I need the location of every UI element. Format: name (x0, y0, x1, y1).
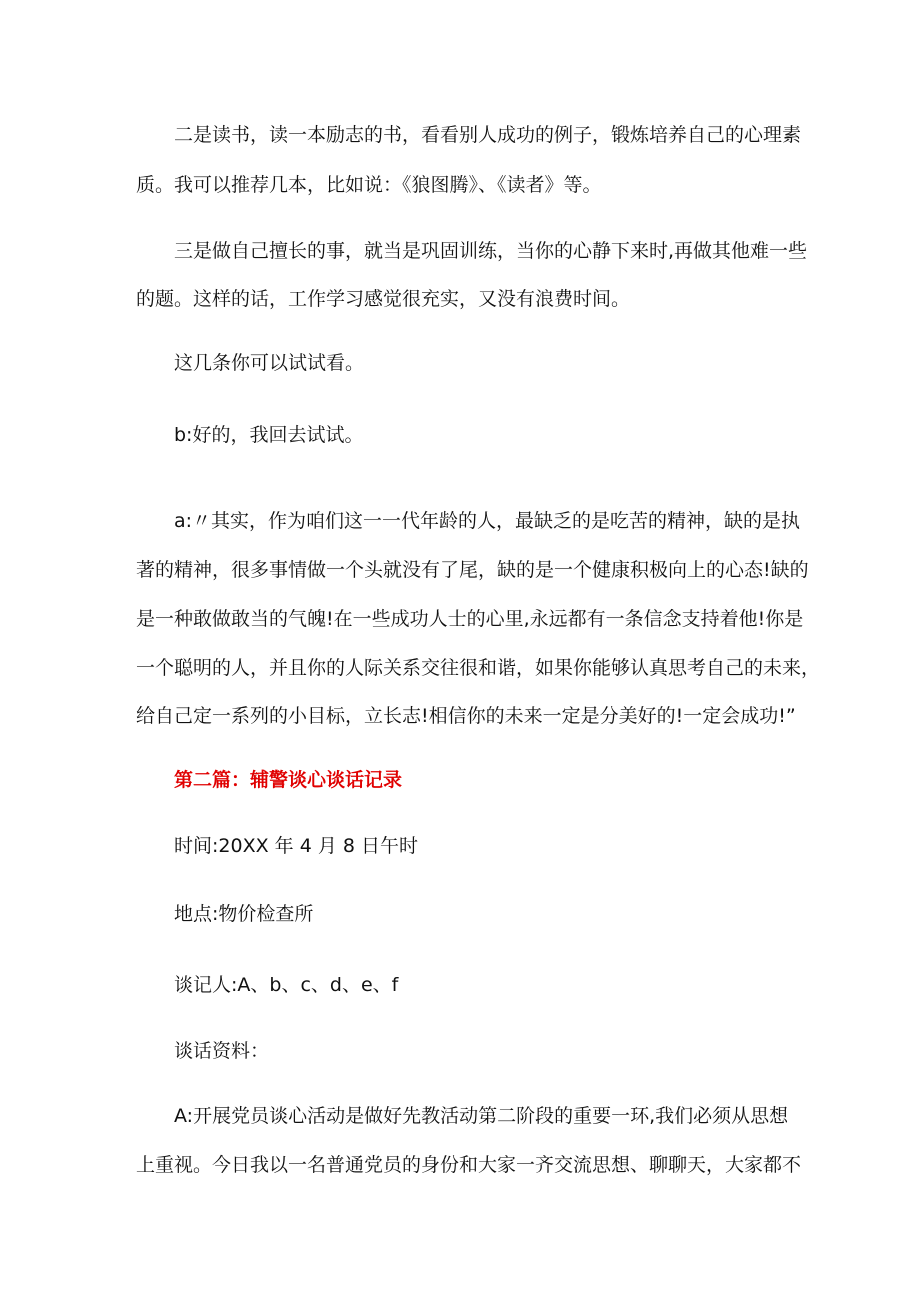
paragraph-line: b:好的，我回去试试。 (174, 424, 364, 446)
paragraph-line: a:〃其实，作为咱们这一一代年龄的人，最缺乏的是吃苦的精神，缺的是执 (174, 510, 801, 532)
paragraph-line: 三是做自己擅长的事，就当是巩固训练，当你的心静下来时,再做其他难一些 (174, 240, 808, 262)
paragraph-line: 二是读书，读一本励志的书，看看别人成功的例子，锻炼培养自己的心理素 (174, 124, 802, 146)
paragraph-line: A:开展党员谈心活动是做好先教活动第二阶段的重要一环,我们必须从思想 (174, 1105, 789, 1127)
paragraph-line: 质。我可以推荐几本，比如说：《狼图腾》、《读者》等。 (136, 174, 602, 196)
paragraph-line: 这几条你可以试试看。 (174, 352, 365, 374)
record-time: 时间:20XX 年 4 月 8 日午时 (174, 835, 418, 857)
section-heading: 第二篇：辅警谈心谈话记录 (174, 769, 403, 791)
paragraph-line: 给自己定一系列的小目标，立长志!相信你的未来一定是分美好的!一定会成功!” (136, 705, 796, 727)
paragraph-line: 著的精神，很多事情做一个头就没有了尾，缺的是一个健康积极向上的心态!缺的 (136, 559, 809, 581)
record-place: 地点:物价检查所 (174, 903, 314, 925)
record-people: 谈记人:A、b、c、d、e、f (174, 974, 399, 996)
paragraph-line: 上重视。今日我以一名普通党员的身份和大家一齐交流思想、聊聊天，大家都不 (136, 1154, 802, 1176)
paragraph-line: 的题。这样的话，工作学习感觉很充实，又没有浪费时间。 (136, 288, 631, 310)
paragraph-line: 一个聪明的人，并且你的人际关系交往很和谐，如果你能够认真思考自己的未来， (136, 657, 821, 679)
record-material-label: 谈话资料： (174, 1040, 270, 1062)
paragraph-line: 是一种敢做敢当的气魄!在一些成功人士的心里,永远都有一条信念支持着他!你是 (136, 608, 804, 630)
